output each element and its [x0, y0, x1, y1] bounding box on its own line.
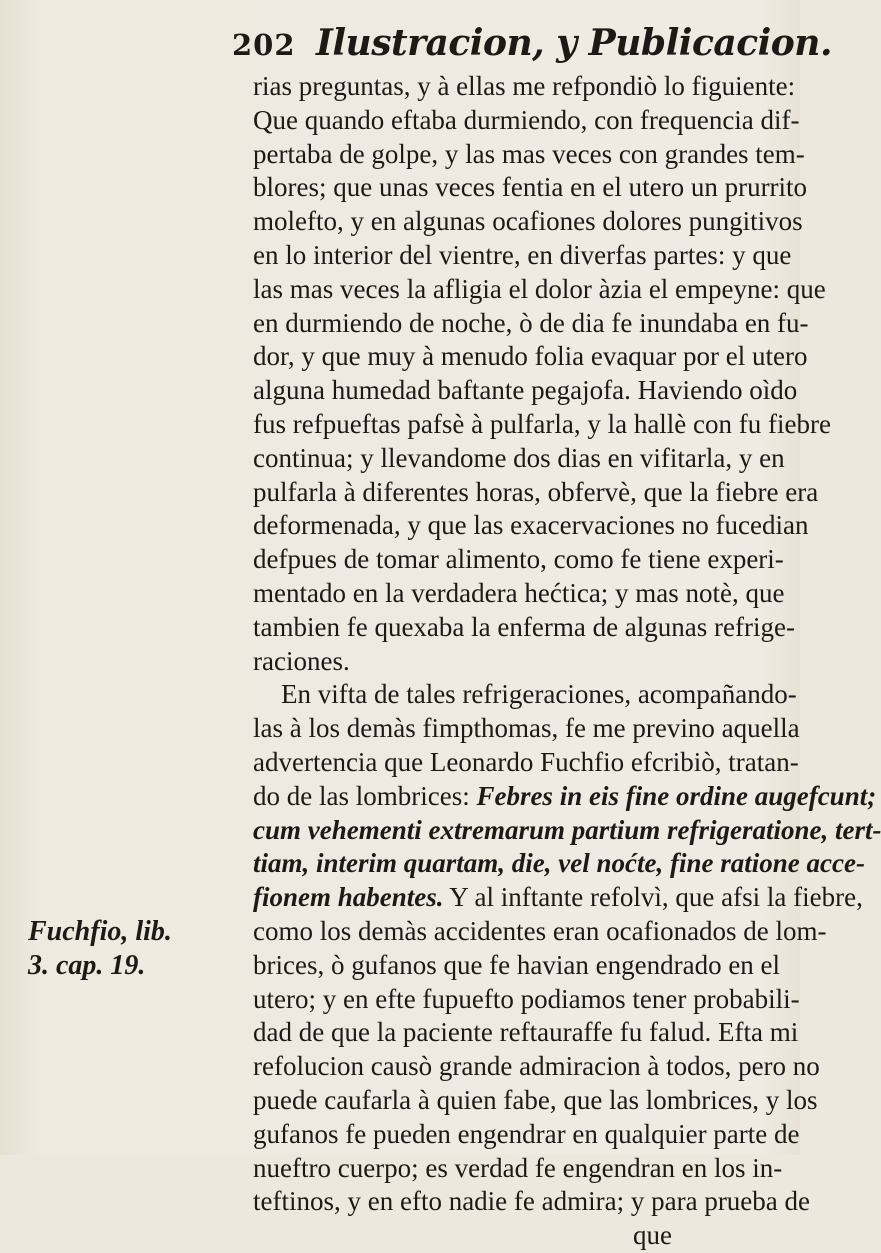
latin-quote: Febres in eis fine ordine augefcunt;	[476, 780, 877, 811]
text-line: en lo interior del vientre, en diverfas partes: y que	[253, 239, 792, 270]
text-line: raciones.	[253, 645, 350, 676]
margin-note-line: Fuchfio, lib.	[28, 916, 172, 947]
text-line: alguna humedad baftante pegajofa. Haviendo oìdo	[253, 375, 798, 406]
margin-note	[28, 915, 172, 983]
text-span: do de las lombrices:	[253, 780, 477, 811]
text-line: deformenada, y que las exacervaciones no fucedian	[253, 510, 809, 541]
text-line: como los demàs accidentes eran ocafionados de lom-	[253, 915, 827, 946]
latin-quote: fionem habentes.	[253, 882, 444, 913]
text-line: blores; que unas veces fentia en el utero un prurrito	[253, 172, 808, 203]
text-line	[253, 780, 877, 814]
text-line: advertencia que Leonardo Fuchfio efcribiò, tratan-	[253, 746, 799, 777]
text-line: teftinos, y en efto nadie fe admira; y para prueba de	[253, 1186, 811, 1217]
page-number: 202	[232, 28, 296, 62]
text-span: Y al inftante refolvì, que afsi la fiebre,	[443, 882, 863, 913]
text-line: en durmiendo de noche, ò de dia fe inundaba en fu-	[253, 307, 809, 338]
text-line: utero; y en efte fupuefto podiamos tener probabili-	[253, 983, 800, 1014]
text-line: que	[633, 1220, 672, 1251]
text-line: molefto, y en algunas ocafiones dolores pungitivos	[253, 206, 803, 237]
text-line: las mas veces la afligia el dolor àzia el empeyne: que	[253, 273, 826, 304]
text-line: gufanos fe pueden engendrar en qualquier parte de	[253, 1118, 800, 1149]
text-line: defpues de tomar alimento, como fe tiene experi-	[253, 544, 784, 575]
text-line: mentado en la verdadera hećtica; y mas notè, que	[253, 577, 785, 608]
text-line: pulfarla à diferentes horas, obfervè, que la fiebre era	[253, 476, 819, 507]
text-line: dad de que la paciente reftauraffe fu falud. Efta mi	[253, 1017, 799, 1048]
margin-note-line: 3. cap. 19.	[28, 950, 146, 981]
text-line: nueftro cuerpo; es verdad fe engendran en los in-	[253, 1152, 783, 1183]
text-line: Que quando eftaba durmiendo, con frequencia dif-	[253, 104, 800, 135]
running-title: Ilustracion, y Publicacion.	[316, 22, 833, 64]
text-line: continua; y llevandome dos dias en vifitarla, y en	[253, 442, 785, 473]
text-line	[253, 881, 863, 915]
text-line: tiam, interim quartam, die, vel noćte, fine ratione acce-	[253, 848, 865, 879]
text-line: cum vehementi extremarum partium refrigeratione, tert-	[253, 814, 881, 845]
running-head	[232, 18, 833, 70]
text-line: dor, y que muy à menudo folia evaquar por el utero	[253, 341, 808, 372]
text-line: fus refpueftas pafsè à pulfarla, y la hallè con fu fiebre	[253, 408, 831, 439]
text-line: las à los demàs fimpthomas, fe me previno aquella	[253, 713, 800, 744]
text-line: refolucion causò grande admiracion à todos, pero no	[253, 1051, 820, 1082]
text-line: En vifta de tales refrigeraciones, acompañando-	[281, 679, 797, 710]
text-line: tambien fe quexaba la enferma de algunas refrige-	[253, 611, 795, 642]
body-text	[253, 70, 881, 1253]
text-line: rias preguntas, y à ellas me refpondiò lo figuiente:	[253, 71, 796, 101]
text-line: pertaba de golpe, y las mas veces con grandes tem-	[253, 138, 805, 169]
text-line: puede caufarla à quien fabe, que las lombrices, y los	[253, 1084, 818, 1115]
text-line: brices, ò gufanos que fe havian engendrado en el	[253, 949, 781, 980]
